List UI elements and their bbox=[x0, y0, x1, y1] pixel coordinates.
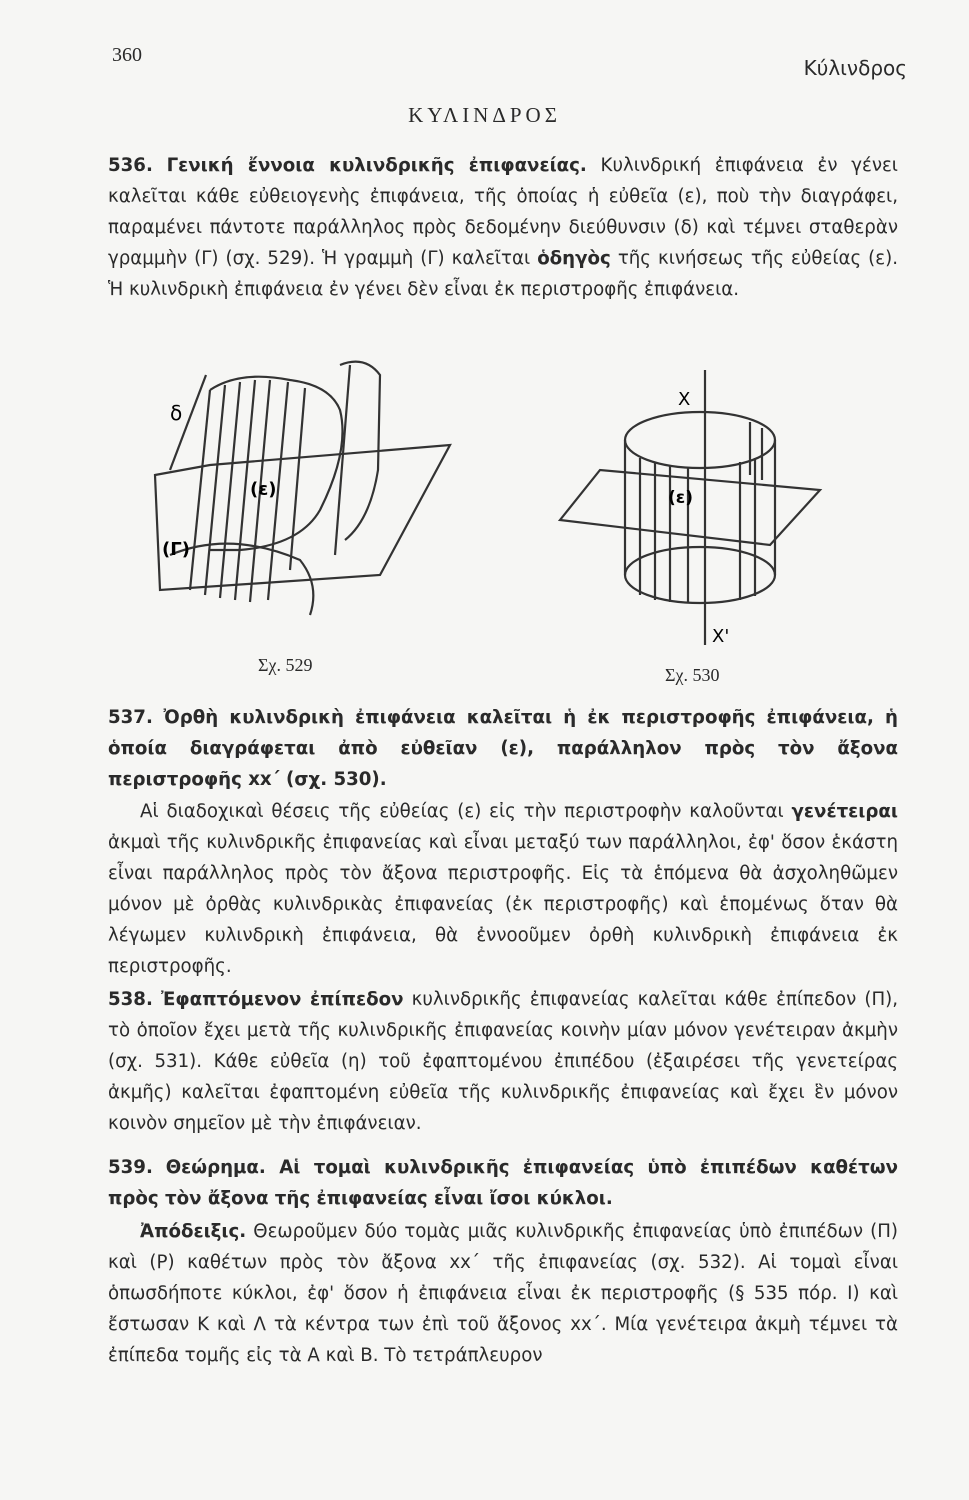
proof-text: Θεωροῦμεν δύο τομὰς μιᾶς κυλινδρικῆς ἐπιφανείας ὑπὸ ἐπιπέδων (Π) καὶ (Ρ) καθέτων πρὸς τὸν ἄξονα xx΄ τῆς ἐπιφανείας (σχ. 532). Αἱ τομαὶ εἶναι ὁπωσδήποτε κύκλοι, ἐφ' ὅσον ἡ ἐπιφάνεια εἶναι ἐκ περιστροφῆς (§ 535 πόρ. I) καὶ ἔστωσαν Κ καὶ Λ τὰ κέντρα των ἐπὶ τοῦ ἄξονος xx΄. Μία γενέτειρα ἀκμὴ τέμνει τὰ ἐπίπεδα τομῆς εἰς τὰ Α καὶ Β. Τὸ τετράπλευρον bbox=[108, 1221, 898, 1366]
top-ellipse bbox=[625, 412, 775, 468]
p537-text-a: Αἱ διαδοχικαὶ θέσεις τῆς εὐθείας (ε) εἰς τὴν περιστροφὴν καλοῦνται bbox=[140, 801, 784, 822]
paragraph-536 bbox=[108, 150, 898, 305]
caption-529: Σχ. 529 bbox=[258, 655, 313, 675]
bottom-ellipse bbox=[625, 547, 775, 603]
figure-529 bbox=[150, 350, 460, 640]
p537-heading: Ὀρθὴ κυλινδρικὴ ἐπιφάνεια καλεῖται ἡ ἐκ περιστροφῆς ἐπιφάνεια, ἡ ὁποία διαγράφεται ἀπὸ εὐθεῖαν (ε), παράλληλον πρὸς τὸν ἄξονα περιστροφῆς xx΄ (σχ. 530). bbox=[108, 707, 898, 790]
page-number: 360 bbox=[112, 44, 142, 66]
section-title: ΚΥΛΙΝΔΡΟΣ bbox=[408, 103, 561, 127]
paragraph-proof bbox=[108, 1216, 898, 1371]
p539-number: 539. bbox=[108, 1157, 153, 1178]
paragraph-539 bbox=[108, 1152, 898, 1214]
p536-heading: Γενική ἔννοια κυλινδρικῆς ἐπιφανείας. bbox=[166, 155, 587, 176]
label-G: (Γ) bbox=[162, 539, 190, 560]
p536-number: 536. bbox=[108, 155, 153, 176]
paragraph-537 bbox=[108, 702, 898, 795]
label-e: (ε) bbox=[668, 488, 694, 508]
p539-heading: Θεώρημα. Αἱ τομαὶ κυλινδρικῆς ἐπιφανείας ὑπὸ ἐπιπέδων καθέτων πρὸς τὸν ἄξονα τῆς ἐπιφανείας εἶναι ἴσοι κύκλοι. bbox=[108, 1157, 898, 1209]
p537-text-b: ἀκμαὶ τῆς κυλινδρικῆς ἐπιφανείας καὶ εἶναι μεταξύ των παράλληλοι, ἐφ' ὅσον ἑκάστη εἶναι παράλληλος πρὸς τὸν ἄξονα περιστροφῆς. Εἰς τὰ ἑπόμενα θὰ ἀσχοληθῶμεν μόνον μὲ ὀρθὰς κυλινδρικὰς ἐπιφανείας (ἐκ περιστροφῆς) καὶ ἑπομένως ὅταν θὰ λέγωμεν κυλινδρικὴ ἐπιφάνεια, θὰ ἐννοοῦμεν ὀρθὴ κυλινδρικὴ ἐπιφάνεια ἐκ περιστροφῆς. bbox=[108, 832, 898, 977]
p538-heading: Ἐφαπτόμενον ἐπίπεδον bbox=[161, 989, 404, 1010]
label-d: δ bbox=[170, 401, 183, 425]
proof-label: Ἀπόδειξις. bbox=[140, 1221, 247, 1242]
label-x: X bbox=[678, 389, 691, 410]
running-title: Κύλινδρος bbox=[803, 56, 907, 80]
p538-number: 538. bbox=[108, 989, 153, 1010]
p536-text2: τῆς κινήσεως τῆς εὐθείας (ε). Ἡ κυλινδρικὴ ἐπιφάνεια ἐν γένει δὲν εἶναι ἐκ περιστροφῆς ἐπιφάνεια. bbox=[108, 248, 898, 300]
caption-530: Σχ. 530 bbox=[665, 665, 720, 685]
p537-number: 537. bbox=[108, 707, 153, 728]
p537-term: γενέτειραι bbox=[791, 801, 898, 822]
figure-530 bbox=[540, 370, 860, 660]
p538-text: κυλινδρικῆς ἐπιφανείας καλεῖται κάθε ἐπίπεδον (Π), τὸ ὁποῖον ἔχει μετὰ τῆς κυλινδρικῆς ἐπιφανείας κοινὴν μίαν μόνον γενέτειραν ἀκμὴν (σχ. 531). Κάθε εὐθεῖα (η) τοῦ ἐφαπτομένου ἐπιπέδου (ἐξαιρέσει τῆς γενετείρας ἀκμῆς) καλεῖται ἐφαπτομένη εὐθεῖα τῆς κυλινδρικῆς ἐπιφανείας καὶ ἔχει ἓν μόνον κοινὸν σημεῖον μὲ τὴν ἐπιφάνειαν. bbox=[108, 989, 898, 1134]
p536-term: ὁδηγὸς bbox=[537, 248, 611, 269]
label-e: (ε) bbox=[250, 479, 277, 500]
paragraph-537-body bbox=[108, 796, 898, 982]
paragraph-538 bbox=[108, 984, 898, 1139]
p536-text: Κυλινδρική ἐπιφάνεια ἐν γένει καλεῖται κάθε εὐθειογενὴς ἐπιφάνεια, τῆς ὁποίας ἡ εὐθεῖα (ε), ποὺ τὴν διαγράφει, παραμένει πάντοτε παράλληλος πρὸς δεδομένην διεύθυνσιν (δ) καὶ τέμνει σταθερὰν γραμμὴν (Γ) (σχ. 529). Ἡ γραμμὴ (Γ) καλεῖται bbox=[108, 155, 898, 269]
label-x2: X' bbox=[712, 626, 730, 647]
plane-base bbox=[155, 445, 450, 590]
